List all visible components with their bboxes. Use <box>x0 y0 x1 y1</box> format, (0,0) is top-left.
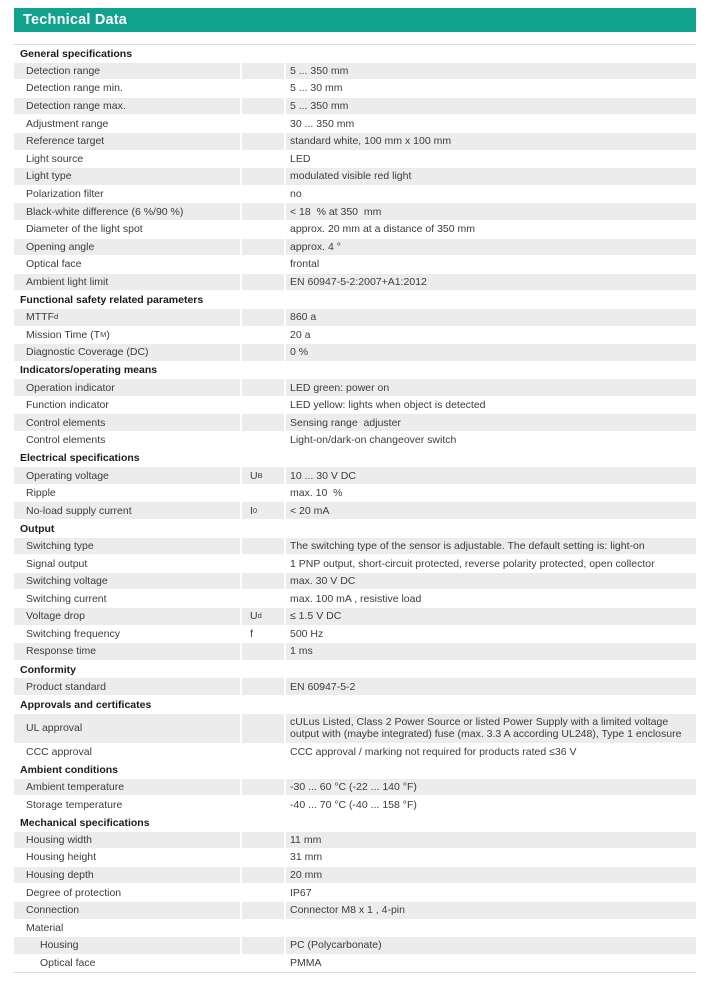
section-header: Electrical specifications <box>20 452 140 465</box>
table-row <box>14 485 696 503</box>
row-value: LED yellow: lights when object is detected <box>286 397 696 415</box>
section-header: Mechanical specifications <box>20 816 150 829</box>
row-value: 5 ... 30 mm <box>286 80 696 98</box>
row-value: frontal <box>286 256 696 274</box>
table-row <box>14 327 696 345</box>
row-symbol <box>242 115 284 133</box>
table-row <box>14 779 696 797</box>
section-header: Conformity <box>20 663 76 676</box>
table-row <box>14 133 696 151</box>
row-value: max. 100 mA , resistive load <box>286 590 696 608</box>
table-row <box>14 274 696 292</box>
row-symbol: U d <box>242 608 284 626</box>
row-value: Light-on/dark-on changeover switch <box>286 432 696 450</box>
row-symbol <box>242 98 284 116</box>
row-label: Response time <box>14 643 240 661</box>
row-label: Diagnostic Coverage (DC) <box>14 344 240 362</box>
row-value: -40 ... 70 °C (-40 ... 158 °F) <box>286 796 696 814</box>
row-value: IP67 <box>286 884 696 902</box>
row-label: Housing depth <box>14 867 240 885</box>
table-row <box>14 955 696 973</box>
row-symbol <box>242 796 284 814</box>
row-label: Black-white difference (6 %/90 %) <box>14 203 240 221</box>
row-symbol <box>242 63 284 81</box>
row-label: MTTF d <box>14 309 240 327</box>
row-label: Control elements <box>14 432 240 450</box>
row-symbol <box>242 902 284 920</box>
row-symbol <box>242 849 284 867</box>
table-row <box>14 467 696 485</box>
section-header: Ambient conditions <box>20 763 118 776</box>
table-row <box>14 168 696 186</box>
row-value: Connector M8 x 1 , 4-pin <box>286 902 696 920</box>
table-row <box>14 849 696 867</box>
row-label: Control elements <box>14 414 240 432</box>
row-label: Detection range min. <box>14 80 240 98</box>
row-value: 1 PNP output, short-circuit protected, reverse polarity protected, open collector <box>286 555 696 573</box>
table-row <box>14 186 696 204</box>
row-symbol <box>242 203 284 221</box>
row-label: Signal output <box>14 555 240 573</box>
row-label: Degree of protection <box>14 884 240 902</box>
row-value: standard white, 100 mm x 100 mm <box>286 133 696 151</box>
table-row <box>14 714 696 744</box>
row-label: Detection range <box>14 63 240 81</box>
table-row <box>14 920 696 938</box>
row-value: no <box>286 186 696 204</box>
row-symbol <box>242 573 284 591</box>
row-value: max. 30 V DC <box>286 573 696 591</box>
row-symbol <box>242 168 284 186</box>
table-row <box>14 432 696 450</box>
row-value: 10 ... 30 V DC <box>286 467 696 485</box>
table-row <box>14 555 696 573</box>
table-row <box>14 902 696 920</box>
row-value: approx. 20 mm at a distance of 350 mm <box>286 221 696 239</box>
row-label: Opening angle <box>14 239 240 257</box>
row-value: 5 ... 350 mm <box>286 63 696 81</box>
row-value: LED green: power on <box>286 379 696 397</box>
table-row <box>14 796 696 814</box>
row-value: < 20 mA <box>286 502 696 520</box>
table-row <box>14 256 696 274</box>
row-symbol: U B <box>242 467 284 485</box>
row-label: Adjustment range <box>14 115 240 133</box>
row-symbol <box>242 744 284 762</box>
row-label: Switching type <box>14 538 240 556</box>
row-label: Polarization filter <box>14 186 240 204</box>
table-row <box>14 867 696 885</box>
technical-data-table <box>14 44 696 973</box>
row-symbol <box>242 555 284 573</box>
table-row <box>14 884 696 902</box>
page-title: Technical Data <box>23 12 128 28</box>
row-label: Light type <box>14 168 240 186</box>
row-label: Switching voltage <box>14 573 240 591</box>
row-value: 1 ms <box>286 643 696 661</box>
table-row <box>14 379 696 397</box>
row-value: 5 ... 350 mm <box>286 98 696 116</box>
row-value: max. 10 % <box>286 485 696 503</box>
table-row <box>14 626 696 644</box>
table-row <box>14 832 696 850</box>
row-symbol <box>242 779 284 797</box>
row-symbol <box>242 151 284 169</box>
row-symbol <box>242 274 284 292</box>
row-symbol <box>242 643 284 661</box>
table-row <box>14 937 696 955</box>
row-value: 11 mm <box>286 832 696 850</box>
table-row <box>14 221 696 239</box>
row-value: PMMA <box>286 955 696 973</box>
row-value: < 18 % at 350 mm <box>286 203 696 221</box>
row-value: modulated visible red light <box>286 168 696 186</box>
row-label: Storage temperature <box>14 796 240 814</box>
table-row <box>14 414 696 432</box>
table-row <box>14 502 696 520</box>
row-label: Light source <box>14 151 240 169</box>
row-symbol <box>242 327 284 345</box>
row-symbol <box>242 955 284 973</box>
row-label: Ambient temperature <box>14 779 240 797</box>
row-label: Optical face <box>14 955 240 973</box>
row-label: Function indicator <box>14 397 240 415</box>
row-symbol <box>242 186 284 204</box>
table-row <box>14 151 696 169</box>
row-symbol <box>242 920 284 938</box>
row-value: Sensing range adjuster <box>286 414 696 432</box>
row-symbol <box>242 867 284 885</box>
row-label: Detection range max. <box>14 98 240 116</box>
row-symbol <box>242 239 284 257</box>
row-value: EN 60947-5-2:2007+A1:2012 <box>286 274 696 292</box>
section-header: Indicators/operating means <box>20 364 158 377</box>
row-label: Product standard <box>14 678 240 696</box>
row-label: Operation indicator <box>14 379 240 397</box>
row-label: CCC approval <box>14 744 240 762</box>
row-label: Switching frequency <box>14 626 240 644</box>
row-symbol <box>242 344 284 362</box>
section-header: General specifications <box>20 47 133 60</box>
row-symbol <box>242 221 284 239</box>
table-row <box>14 643 696 661</box>
row-label: Material <box>14 920 240 938</box>
row-value: cULus Listed, Class 2 Power Source or listed Power Supply with a limited voltage output with (maybe integrated) fuse (max. 3.3 A according UL248), Type 1 enclosure <box>286 714 696 744</box>
row-value: CCC approval / marking not required for products rated ≤36 V <box>286 744 696 762</box>
row-symbol <box>242 432 284 450</box>
table-row <box>14 309 696 327</box>
row-value: 0 % <box>286 344 696 362</box>
row-label: UL approval <box>14 714 240 744</box>
row-symbol <box>242 884 284 902</box>
row-value: 860 a <box>286 309 696 327</box>
row-value: EN 60947-5-2 <box>286 678 696 696</box>
row-symbol <box>242 714 284 744</box>
row-value <box>286 920 696 938</box>
row-symbol <box>242 678 284 696</box>
table-row <box>14 573 696 591</box>
row-label: Connection <box>14 902 240 920</box>
row-label: Housing height <box>14 849 240 867</box>
row-value: 20 mm <box>286 867 696 885</box>
row-label: No-load supply current <box>14 502 240 520</box>
row-value: 30 ... 350 mm <box>286 115 696 133</box>
table-row <box>14 203 696 221</box>
row-label: Reference target <box>14 133 240 151</box>
row-value: -30 ... 60 °C (-22 ... 140 °F) <box>286 779 696 797</box>
section-header: Functional safety related parameters <box>20 294 204 307</box>
row-label: Diameter of the light spot <box>14 221 240 239</box>
row-symbol <box>242 256 284 274</box>
table-row <box>14 608 696 626</box>
table-row <box>14 115 696 133</box>
row-symbol <box>242 590 284 608</box>
table-row <box>14 239 696 257</box>
row-value: LED <box>286 151 696 169</box>
row-value: 500 Hz <box>286 626 696 644</box>
row-label: Housing width <box>14 832 240 850</box>
row-label: Ripple <box>14 485 240 503</box>
row-value: ≤ 1.5 V DC <box>286 608 696 626</box>
row-label: Optical face <box>14 256 240 274</box>
table-row <box>14 80 696 98</box>
table-row <box>14 678 696 696</box>
table-row <box>14 63 696 81</box>
row-symbol <box>242 832 284 850</box>
row-value: The switching type of the sensor is adjustable. The default setting is: light-on <box>286 538 696 556</box>
row-value: 31 mm <box>286 849 696 867</box>
row-label: Mission Time (T M ) <box>14 327 240 345</box>
row-label: Ambient light limit <box>14 274 240 292</box>
row-symbol <box>242 309 284 327</box>
row-value: PC (Polycarbonate) <box>286 937 696 955</box>
row-symbol <box>242 538 284 556</box>
table-row <box>14 590 696 608</box>
table-row <box>14 538 696 556</box>
table-row <box>14 98 696 116</box>
section-header: Approvals and certificates <box>20 698 152 711</box>
row-symbol <box>242 133 284 151</box>
row-label: Operating voltage <box>14 467 240 485</box>
section-header: Output <box>20 522 55 535</box>
row-label: Housing <box>14 937 240 955</box>
row-symbol: I 0 <box>242 502 284 520</box>
row-symbol <box>242 414 284 432</box>
row-symbol <box>242 937 284 955</box>
table-row <box>14 344 696 362</box>
row-label: Voltage drop <box>14 608 240 626</box>
table-row <box>14 744 696 762</box>
row-value: 20 a <box>286 327 696 345</box>
technical-data-title-bar <box>14 8 696 32</box>
row-label: Switching current <box>14 590 240 608</box>
row-symbol <box>242 80 284 98</box>
row-symbol <box>242 379 284 397</box>
table-row <box>14 397 696 415</box>
row-value: approx. 4 ° <box>286 239 696 257</box>
row-symbol <box>242 397 284 415</box>
row-symbol <box>242 485 284 503</box>
row-symbol: f <box>242 626 284 644</box>
